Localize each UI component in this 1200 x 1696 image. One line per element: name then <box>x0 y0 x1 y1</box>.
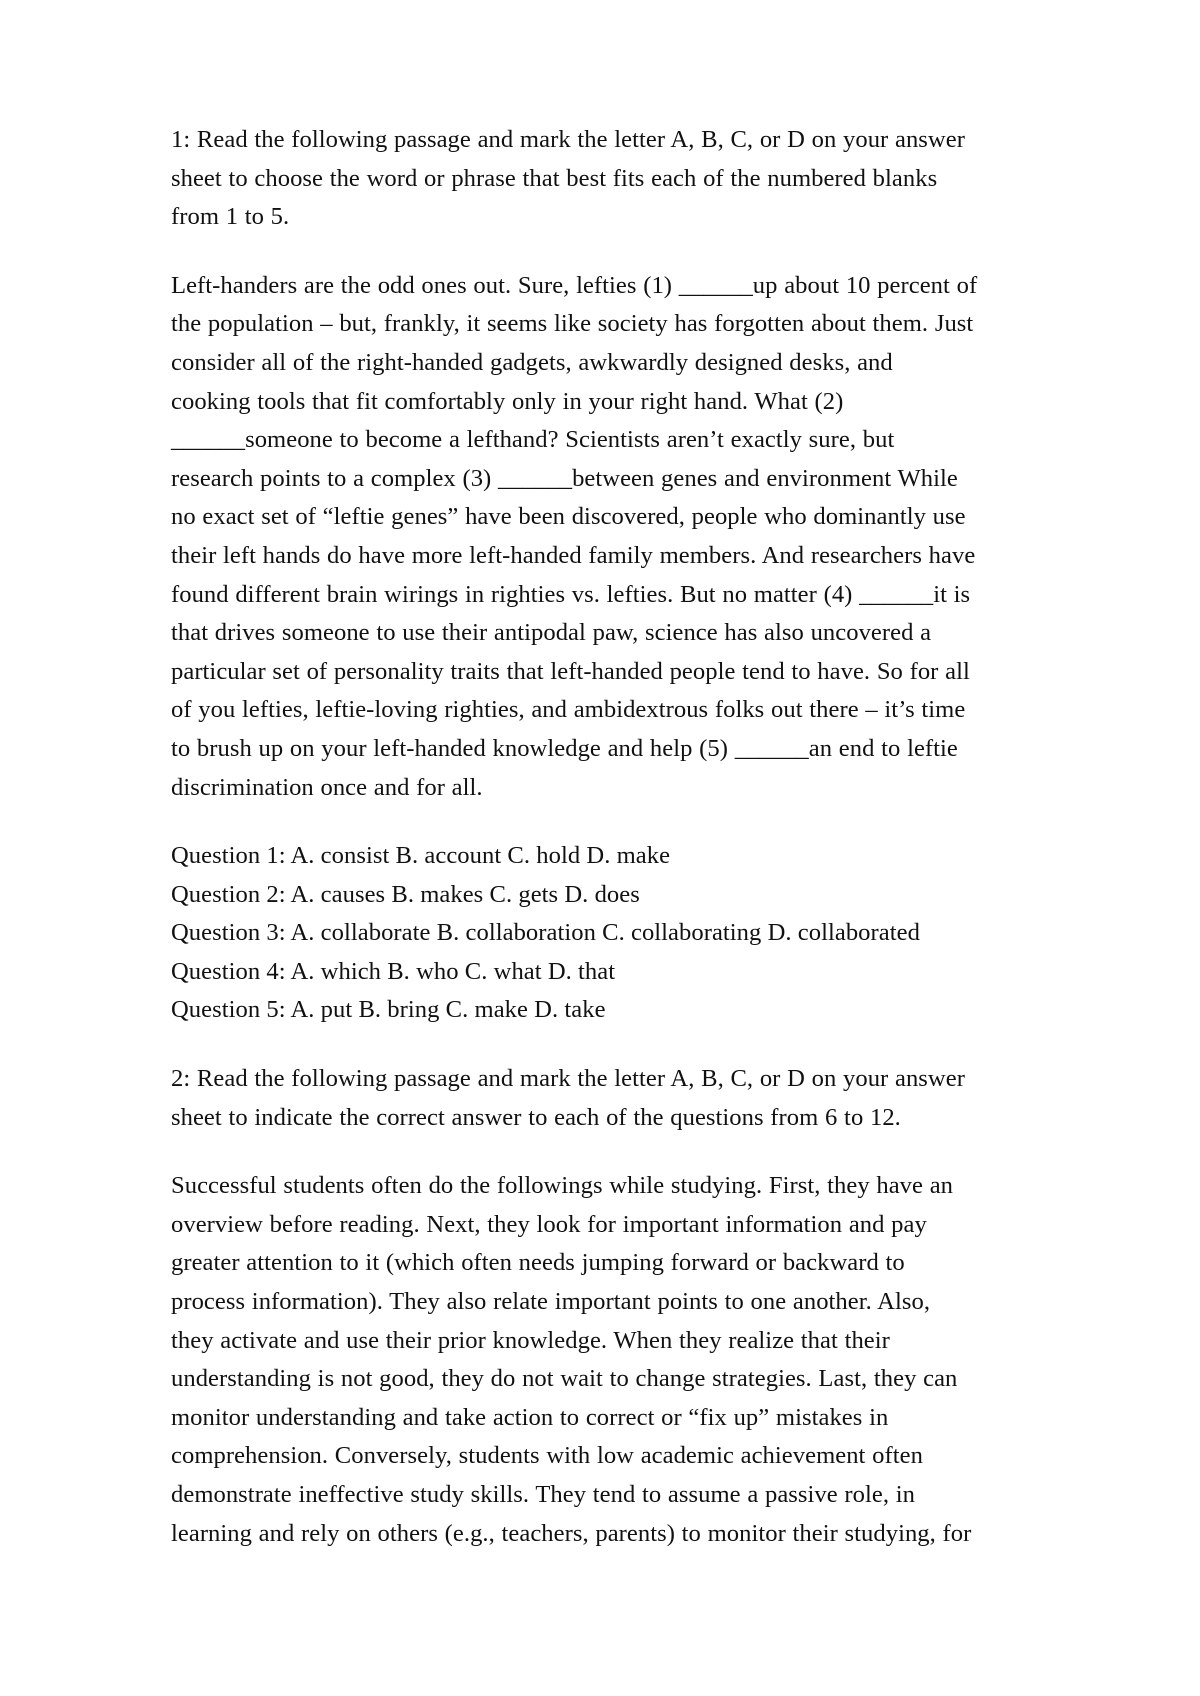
question-2: Question 2: A. causes B. makes C. gets D. does <box>171 880 640 908</box>
question-4: Question 4: A. which B. who C. what D. that <box>171 957 616 985</box>
question-3: Question 3: A. collaborate B. collaboration C. collaborating D. collaborated <box>171 919 920 947</box>
question-5: Question 5: A. put B. bring C. make D. take <box>171 996 606 1024</box>
question-1: Question 1: A. consist B. account C. hold D. make <box>171 842 671 870</box>
section-1-instruction: 1: Read the following passage and mark the letter A, B, C, or D on your answer sheet to choose the word or phrase that best fits each of the numbered blanks from 1 to 5. <box>171 126 965 231</box>
document-content <box>171 121 1101 1553</box>
section-2-instruction: 2: Read the following passage and mark the letter A, B, C, or D on your answer sheet to indicate the correct answer to each of the questions from 6 to 12. <box>171 1065 965 1131</box>
section-1-question-list <box>171 837 1101 1030</box>
section-2-passage: Successful students often do the followings while studying. First, they have an overview before reading. Next, they look for important information and pay greater attention to it (which often needs jumping forward or backward to process information). They also relate important points to one another. Also, they activate and use their prior knowledge. When they realize that their understanding is not good, they do not wait to change strategies. Last, they can monitor understanding and take action to correct or “fix up” mistakes in comprehension. Conversely, students with low academic achievement often demonstrate ineffective study skills. They tend to assume a passive role, in learning and rely on others (e.g., teachers, parents) to monitor their studying, for <box>171 1172 972 1547</box>
section-1-passage: Left-handers are the odd ones out. Sure, lefties (1) ______up about 10 percent of the population – but, frankly, it seems like society has forgotten about them. Just consider all of the right-handed gadgets, awkwardly designed desks, and cooking tools that fit comfortably only in your right hand. What (2) ______someone to become a lefthand? Scientists aren’t exactly sure, but research points to a complex (3) ______between genes and environment While no exact set of “leftie genes” have been discovered, people who dominantly use their left hands do have more left-handed family members. And researchers have found different brain wirings in righties vs. lefties. But no matter (4) ______it is that drives someone to use their antipodal paw, science has also uncovered a particular set of personality traits that left-handed people tend to have. So for all of you lefties, leftie-loving righties, and ambidextrous folks out there – it’s time to brush up on your left-handed knowledge and help (5) ______an end to leftie discrimination once and for all. <box>171 271 978 801</box>
